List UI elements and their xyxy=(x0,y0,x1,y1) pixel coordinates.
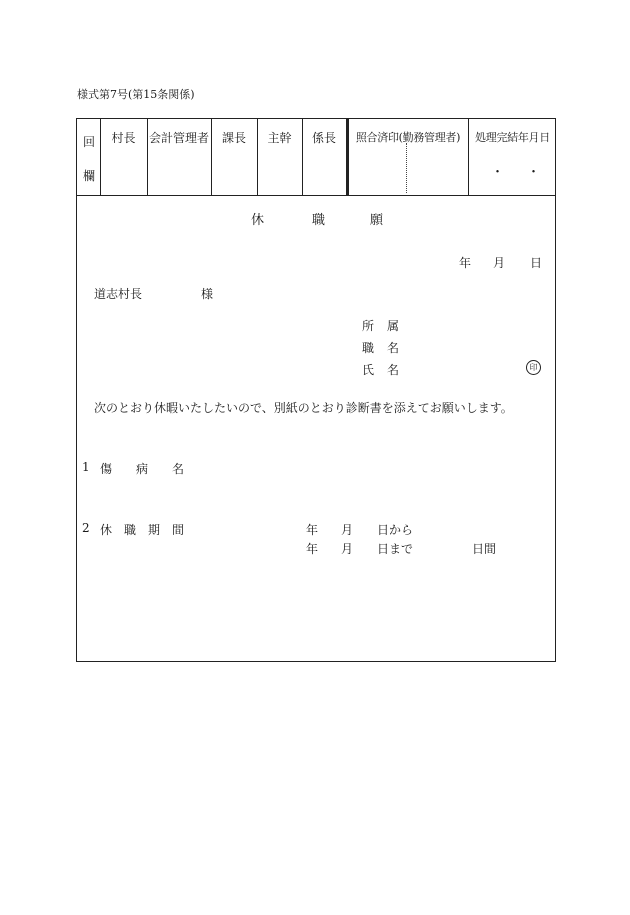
to-month: 月 xyxy=(341,542,354,556)
body-text: 次のとおり休暇いたしたいので、別紙のとおり診断書を添えてお願いします。 xyxy=(94,401,513,415)
item1-char: 傷 xyxy=(100,462,113,476)
name-label-1: 氏 xyxy=(362,363,375,377)
header-section-chief: 課長 xyxy=(221,131,246,145)
circulation-label-bottom: 欄 xyxy=(83,169,96,183)
from-year: 年 xyxy=(306,523,319,537)
header-completion-date: 処理完結年月日 xyxy=(475,131,550,144)
addressee-suffix: 様 xyxy=(201,287,214,301)
header-mayor: 村長 xyxy=(111,131,136,145)
date-dot: ・ xyxy=(527,165,541,180)
divider-dotted xyxy=(406,143,407,193)
item1-number: 1 xyxy=(82,460,90,474)
from-month: 月 xyxy=(341,523,354,537)
title-char: 願 xyxy=(370,213,384,228)
item2-char: 職 xyxy=(124,523,137,537)
header-verification-seal: 照合済印(勤務管理者) xyxy=(355,131,461,144)
date-month: 月 xyxy=(493,256,506,270)
item1-char: 病 xyxy=(136,462,149,476)
addressee: 道志村長 xyxy=(94,287,143,301)
to-year: 年 xyxy=(306,542,319,556)
approval-stamp-row xyxy=(77,119,555,196)
date-dot: ・ xyxy=(491,165,505,180)
header-chief-officer: 主幹 xyxy=(267,131,292,145)
position-label-2: 名 xyxy=(387,341,400,355)
name-label-2: 名 xyxy=(387,363,400,377)
title-char: 休 xyxy=(251,213,265,228)
affiliation-label-2: 属 xyxy=(387,319,400,333)
form-label: 様式第7号(第15条関係) xyxy=(77,88,195,101)
item2-char: 期 xyxy=(148,523,161,537)
affiliation-label-1: 所 xyxy=(362,319,375,333)
circulation-label-top: 回 xyxy=(83,135,96,149)
total-days: 日間 xyxy=(472,542,497,556)
date-year: 年 xyxy=(459,256,472,270)
seal-mark: 印 xyxy=(526,360,541,375)
from-day: 日から xyxy=(377,523,414,537)
date-day: 日 xyxy=(530,256,543,270)
to-day: 日まで xyxy=(377,542,414,556)
item2-char: 休 xyxy=(100,523,113,537)
item2-char: 間 xyxy=(172,523,185,537)
header-accounting-manager: 会計管理者 xyxy=(148,131,209,145)
item1-char: 名 xyxy=(172,462,185,476)
position-label-1: 職 xyxy=(362,341,375,355)
header-subsection-chief: 係長 xyxy=(311,131,336,145)
title-char: 職 xyxy=(312,213,326,228)
form-frame xyxy=(76,118,556,662)
item2-number: 2 xyxy=(82,521,90,535)
